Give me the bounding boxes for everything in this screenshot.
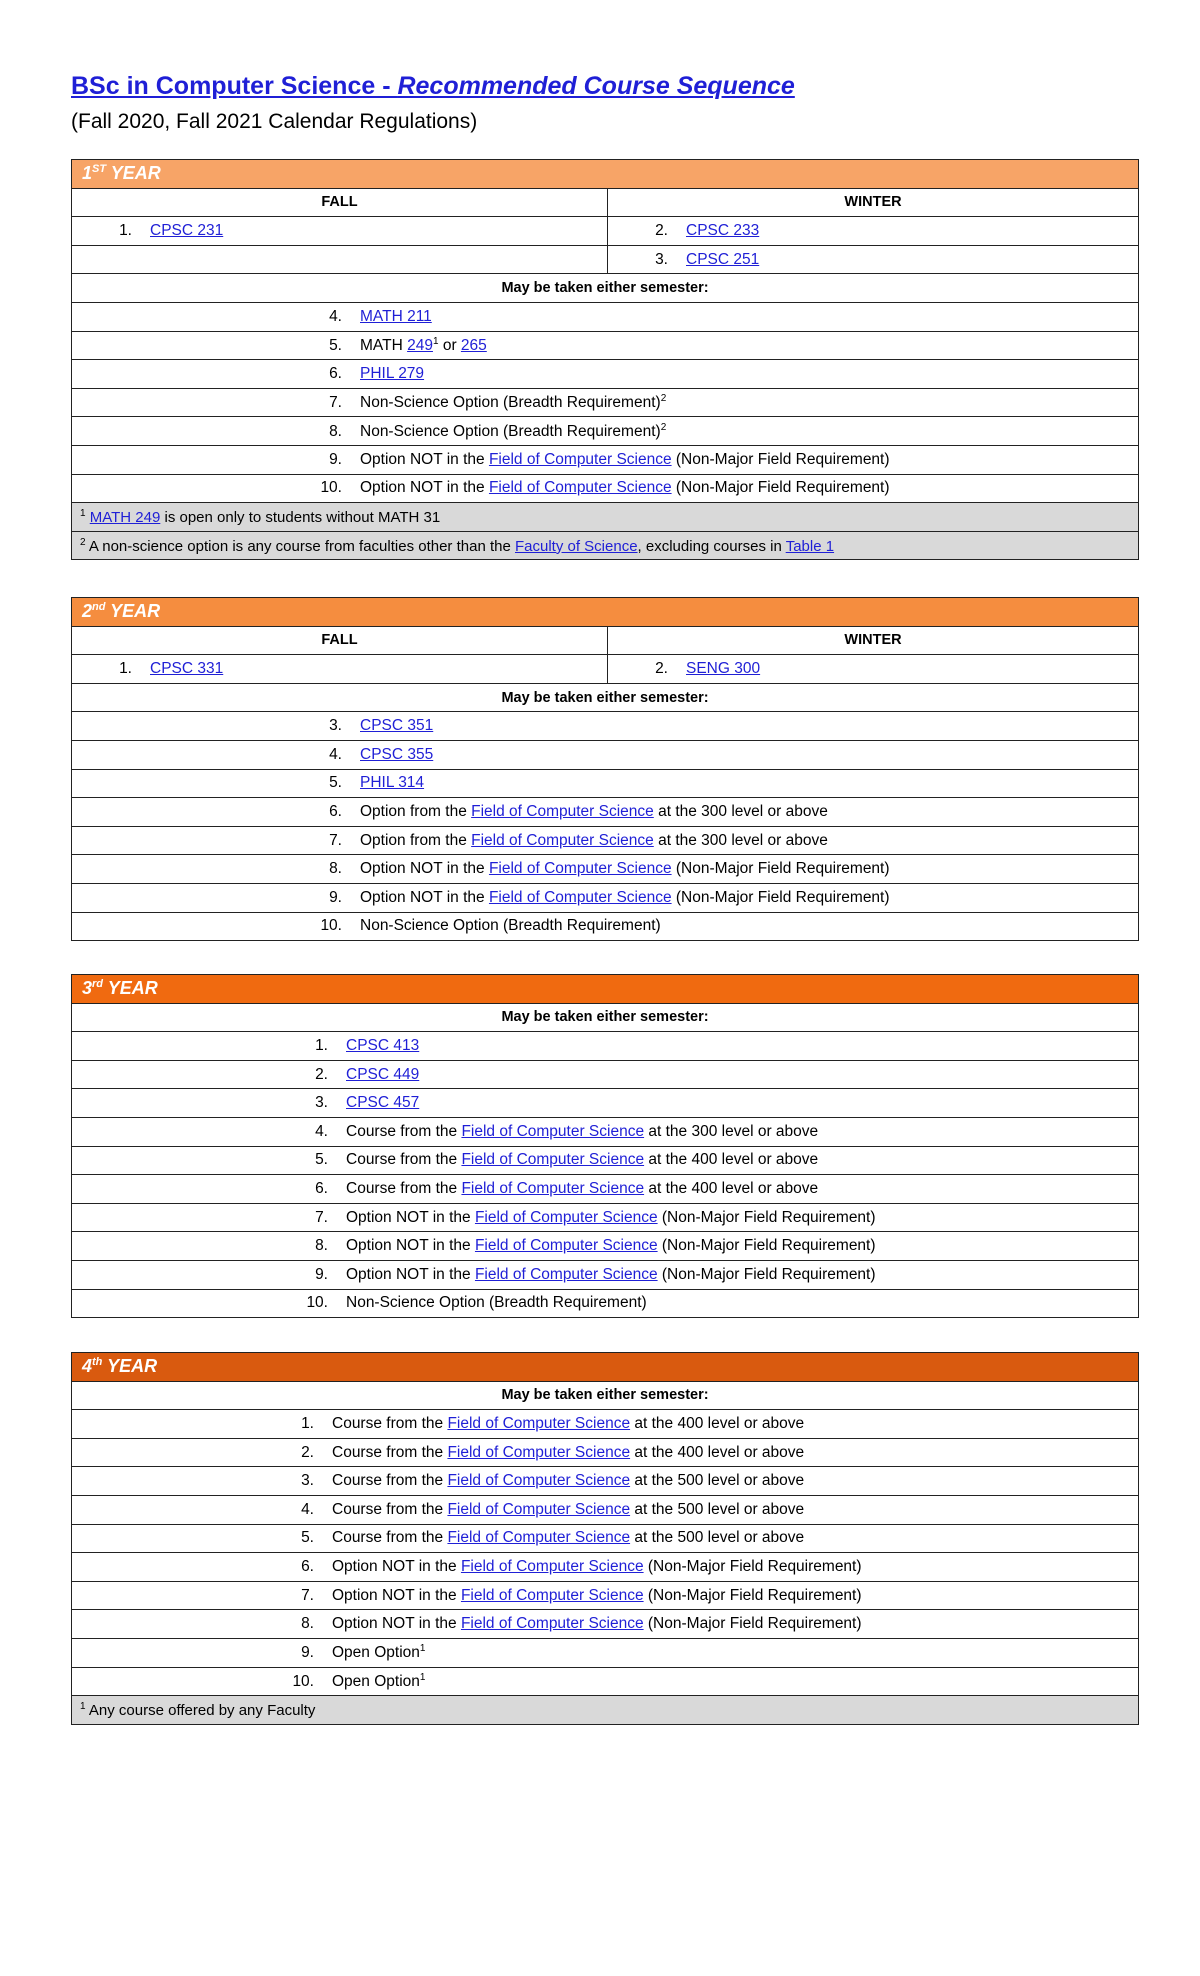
course-row: 3. Course from the Field of Computer Science at the 500 level or above	[301, 1472, 805, 1490]
course-link[interactable]: CPSC 449	[346, 1065, 420, 1083]
footnote: $^1$ Any course offered by any Faculty	[72, 1696, 1139, 1725]
course-link[interactable]: CPSC 231	[150, 221, 224, 239]
year-4-header: 4th YEAR	[72, 1353, 1139, 1382]
course-row: 5. PHIL 314	[329, 774, 425, 792]
course-row: 9. Option NOT in the Field of Computer Science (Non-Major Field Requirement)	[329, 888, 890, 906]
fall-heading: FALL	[72, 188, 608, 217]
course-link[interactable]: CPSC 457	[346, 1094, 420, 1112]
field-cs-link[interactable]: Field of Computer Science	[460, 1615, 644, 1633]
field-cs-link[interactable]: Field of Computer Science	[447, 1472, 631, 1490]
winter-heading: WINTER	[608, 626, 1139, 655]
field-cs-link[interactable]: Field of Computer Science	[461, 1151, 645, 1169]
course-row: 2. CPSC 233	[655, 221, 760, 239]
year-2-header: 2nd YEAR	[72, 598, 1139, 627]
course-row: 7. Option from the Field of Computer Science at the 300 level or above	[329, 831, 828, 849]
field-cs-link[interactable]: Field of Computer Science	[474, 1208, 658, 1226]
course-row: 4. Course from the Field of Computer Science at the 500 level or above	[301, 1500, 805, 1518]
year-1-header: 1ST YEAR	[72, 160, 1139, 189]
field-cs-link[interactable]: Field of Computer Science	[488, 450, 672, 468]
course-row: 6. Course from the Field of Computer Science at the 400 level or above	[315, 1179, 819, 1197]
field-cs-link[interactable]: Field of Computer Science	[447, 1443, 631, 1461]
course-link[interactable]: PHIL 314	[360, 774, 425, 792]
field-cs-link[interactable]: Field of Computer Science	[460, 1557, 644, 1575]
course-row: 7. Option NOT in the Field of Computer Science (Non-Major Field Requirement)	[301, 1586, 862, 1604]
year-4-table	[71, 1352, 1139, 1725]
course-row: 2. SENG 300	[655, 659, 761, 677]
course-row: 7. Non-Science Option (Breadth Requirement)$^2$	[329, 392, 667, 412]
course-row: 8. Option NOT in the Field of Computer Science (Non-Major Field Requirement)	[329, 860, 890, 878]
footnote: $^1$ MATH 249 is open only to students without MATH 31	[72, 503, 1139, 532]
course-row: 6. PHIL 279	[329, 364, 425, 382]
field-cs-link[interactable]: Field of Computer Science	[447, 1500, 631, 1518]
field-cs-link[interactable]: Field of Computer Science	[461, 1179, 645, 1197]
course-row: 3. CPSC 457	[315, 1094, 420, 1112]
course-row: 4. MATH 211	[329, 307, 432, 325]
field-cs-link[interactable]: Field of Computer Science	[447, 1414, 631, 1432]
course-row: 5. MATH $249^1$ or 265	[329, 335, 487, 354]
course-link[interactable]: CPSC 331	[150, 659, 224, 677]
either-semester-label: May be taken either semester:	[72, 1381, 1139, 1410]
course-link[interactable]: 265	[460, 336, 487, 354]
course-link[interactable]: CPSC 233	[686, 221, 760, 239]
page-title	[71, 72, 795, 101]
course-row: 6. Option from the Field of Computer Science at the 300 level or above	[329, 802, 828, 820]
field-cs-link[interactable]: Field of Computer Science	[460, 1586, 644, 1604]
course-link[interactable]: CPSC 413	[346, 1036, 420, 1054]
course-row: 10. Non-Science Option (Breadth Requirement)	[306, 1294, 647, 1312]
course-row: 1. CPSC 231	[119, 221, 224, 239]
field-cs-link[interactable]: Field of Computer Science	[474, 1265, 658, 1283]
course-link[interactable]: PHIL 279	[360, 364, 425, 382]
course-row: 5. Course from the Field of Computer Science at the 500 level or above	[301, 1529, 805, 1547]
field-cs-link[interactable]: Field of Computer Science	[488, 479, 672, 497]
course-link[interactable]: MATH 211	[360, 307, 432, 325]
course-row: 3. CPSC 251	[655, 250, 760, 268]
either-semester-label: May be taken either semester:	[72, 1003, 1139, 1032]
course-link[interactable]: SENG 300	[686, 659, 761, 677]
course-row: 9. Option NOT in the Field of Computer Science (Non-Major Field Requirement)	[315, 1265, 876, 1283]
course-row: 4. CPSC 355	[329, 745, 434, 763]
year-3-table	[71, 974, 1139, 1318]
course-row: 3. CPSC 351	[329, 717, 434, 735]
course-row: 2. Course from the Field of Computer Science at the 400 level or above	[301, 1443, 805, 1461]
field-cs-link[interactable]: Field of Computer Science	[488, 860, 672, 878]
year-1-table	[71, 159, 1139, 560]
course-row: 10. Open Option$^1$	[292, 1671, 426, 1690]
year-3-header: 3rd YEAR	[72, 975, 1139, 1004]
winter-heading: WINTER	[608, 188, 1139, 217]
course-row: 8. Non-Science Option (Breadth Requirement)$^2$	[329, 421, 667, 440]
course-row: 10. Option NOT in the Field of Computer Science (Non-Major Field Requirement)	[320, 479, 890, 497]
course-row: 9. Option NOT in the Field of Computer Science (Non-Major Field Requirement)	[329, 450, 890, 468]
course-link[interactable]: CPSC 355	[360, 745, 434, 763]
course-row: 9. Open Option$^1$	[301, 1643, 426, 1662]
course-row: 10. Non-Science Option (Breadth Requirement)	[320, 917, 661, 935]
course-row: 1. Course from the Field of Computer Science at the 400 level or above	[301, 1414, 805, 1432]
course-row: 1. CPSC 331	[119, 659, 224, 677]
field-cs-link[interactable]: Field of Computer Science	[447, 1529, 631, 1547]
field-cs-link[interactable]: Field of Computer Science	[471, 802, 654, 820]
course-row: 5. Course from the Field of Computer Science at the 400 level or above	[315, 1151, 819, 1169]
year-2-table	[71, 597, 1139, 941]
field-cs-link[interactable]: Field of Computer Science	[488, 888, 672, 906]
fall-heading: FALL	[72, 626, 608, 655]
course-link[interactable]: CPSC 351	[360, 717, 434, 735]
either-semester-label: May be taken either semester:	[72, 274, 1139, 303]
table-1-link[interactable]: Table 1	[785, 537, 835, 555]
empty-cell	[72, 245, 608, 274]
program-title-link[interactable]: BSc in Computer Science - Recommended Course Sequence	[71, 72, 795, 100]
field-cs-link[interactable]: Field of Computer Science	[474, 1237, 658, 1255]
field-cs-link[interactable]: Field of Computer Science	[471, 831, 654, 849]
field-cs-link[interactable]: Field of Computer Science	[461, 1122, 645, 1140]
either-semester-label: May be taken either semester:	[72, 683, 1139, 712]
course-row: 1. CPSC 413	[315, 1036, 420, 1054]
course-link[interactable]: MATH 249	[89, 508, 161, 526]
footnote: $^2$ A non-science option is any course from faculties other than the Faculty of Science, excluding courses in Table 1	[72, 531, 1139, 560]
course-row: 6. Option NOT in the Field of Computer Science (Non-Major Field Requirement)	[301, 1557, 862, 1575]
course-row: 8. Option NOT in the Field of Computer Science (Non-Major Field Requirement)	[301, 1615, 862, 1633]
course-row: 8. Option NOT in the Field of Computer Science (Non-Major Field Requirement)	[315, 1237, 876, 1255]
course-row: 7. Option NOT in the Field of Computer Science (Non-Major Field Requirement)	[315, 1208, 876, 1226]
course-row: 2. CPSC 449	[315, 1065, 420, 1083]
course-link[interactable]: 249	[407, 336, 433, 354]
course-row: 4. Course from the Field of Computer Science at the 300 level or above	[315, 1122, 819, 1140]
faculty-of-science-link[interactable]: Faculty of Science	[514, 537, 638, 555]
course-link[interactable]: CPSC 251	[686, 250, 760, 268]
page-subtitle: (Fall 2020, Fall 2021 Calendar Regulations)	[71, 110, 478, 133]
